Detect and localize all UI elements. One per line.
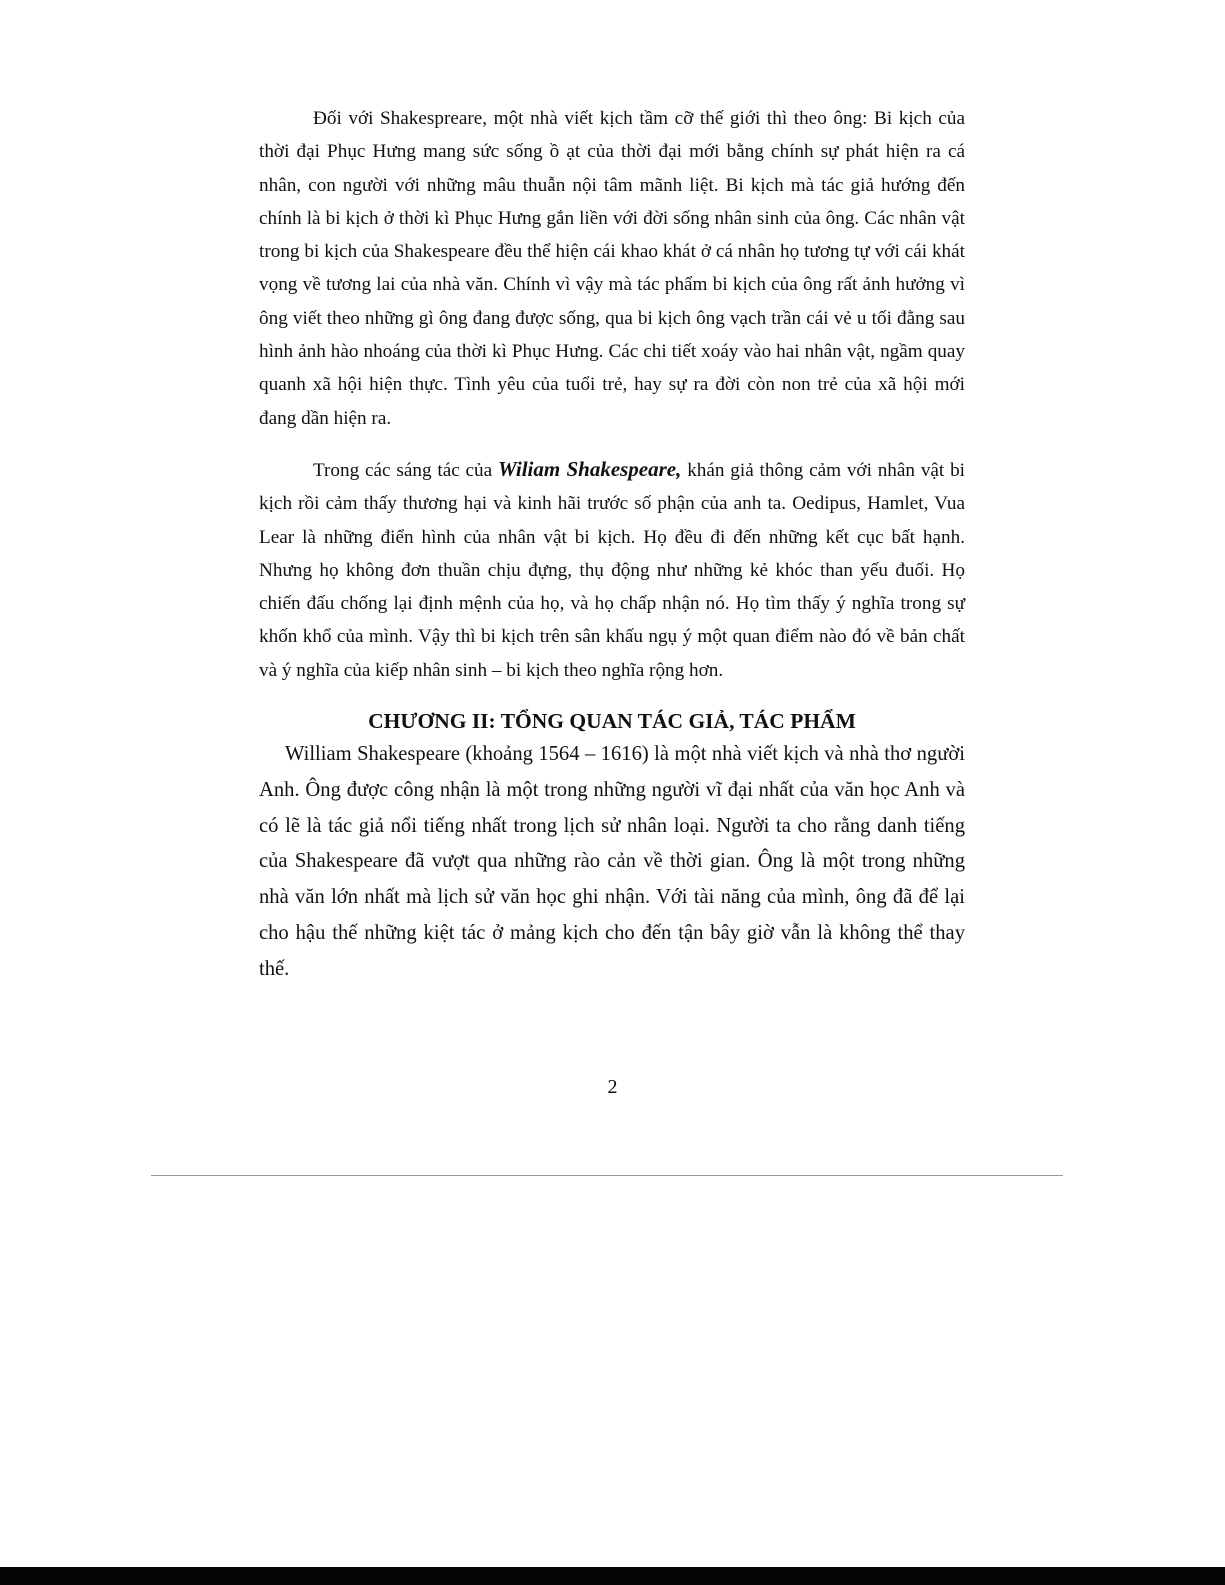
paragraph-tragedy-renaissance: Đối với Shakespreare, một nhà viết kịch tầm cỡ thế giới thì theo ông: Bi kịch của thời đại Phục Hưng mang sức sống ồ ạt của thời đại mới bằng chính sự phát hiện ra cá nhân, con người với những mâu thuẫn nội tâm mãnh liệt. Bi kịch mà tác giả hướng đến chính là bi kịch ở thời kì Phục Hưng gắn liền với đời sống nhân sinh của ông. Các nhân vật trong bi kịch của Shakespeare đều thể hiện cái khao khát ở cá nhân họ tương tự với cái khát vọng về tương lai của nhà văn. Chính vì vậy mà tác phẩm bi kịch của ông rất ảnh hưởng vì ông viết theo những gì ông đang được sống, qua bi kịch ông vạch trần cái vẻ u tối đằng sau hình ảnh hào nhoáng của thời kì Phục Hưng. Các chi tiết xoáy vào hai nhân vật, ngầm quay quanh xã hội hiện thực. Tình yêu của tuổi trẻ, hay sự ra đời còn non trẻ của xã hội mới đang dần hiện ra.	[259, 108, 965, 429]
bottom-edge-bar	[0, 1567, 1225, 1585]
page-content	[259, 102, 965, 988]
paragraph-author-overview: William Shakespeare (khoảng 1564 – 1616) là một nhà viết kịch và nhà thơ người Anh. Ông được công nhận là một trong những người vĩ đại nhất của văn học Anh và có lẽ là tác giả nổi tiếng nhất trong lịch sử nhân loại. Người ta cho rằng danh tiếng của Shakespeare đã vượt qua những rào cản về thời gian. Ông là một trong những nhà văn lớn nhất mà lịch sử văn học ghi nhận. Với tài năng của mình, ông đã để lại cho hậu thế những kiệt tác ở mảng kịch cho đến tận bây giờ vẫn là không thể thay thế.	[259, 743, 965, 980]
chapter-heading: CHƯƠNG II: TỔNG QUAN TÁC GIẢ, TÁC PHẨM	[368, 709, 856, 734]
paragraph-2-intro-text: Trong các sáng tác của	[313, 459, 498, 481]
page-separator	[151, 1175, 1063, 1176]
paragraph-tragic-heroes	[259, 453, 965, 687]
paragraph-2-body-text: khán giả thông cảm với nhân vật bi kịch rồi cảm thấy thương hại và kinh hãi trước số phận của anh ta. Oedipus, Hamlet, Vua Lear là những điển hình của nhân vật bi kịch. Họ đều đi đến những kết cục bất hạnh. Nhưng họ không đơn thuần chịu đựng, thụ động như những kẻ khóc than yếu đuối. Họ chiến đấu chống lại định mệnh của họ, và họ chấp nhận nó. Họ tìm thấy ý nghĩa trong sự khốn khổ của mình. Vậy thì bi kịch trên sân khấu ngụ ý một quan điểm nào đó về bản chất và ý nghĩa của kiếp nhân sinh – bi kịch theo nghĩa rộng hơn.	[259, 459, 965, 681]
author-name-emphasis: Wiliam Shakespeare,	[497, 456, 682, 481]
page-number: 2	[607, 1076, 618, 1098]
